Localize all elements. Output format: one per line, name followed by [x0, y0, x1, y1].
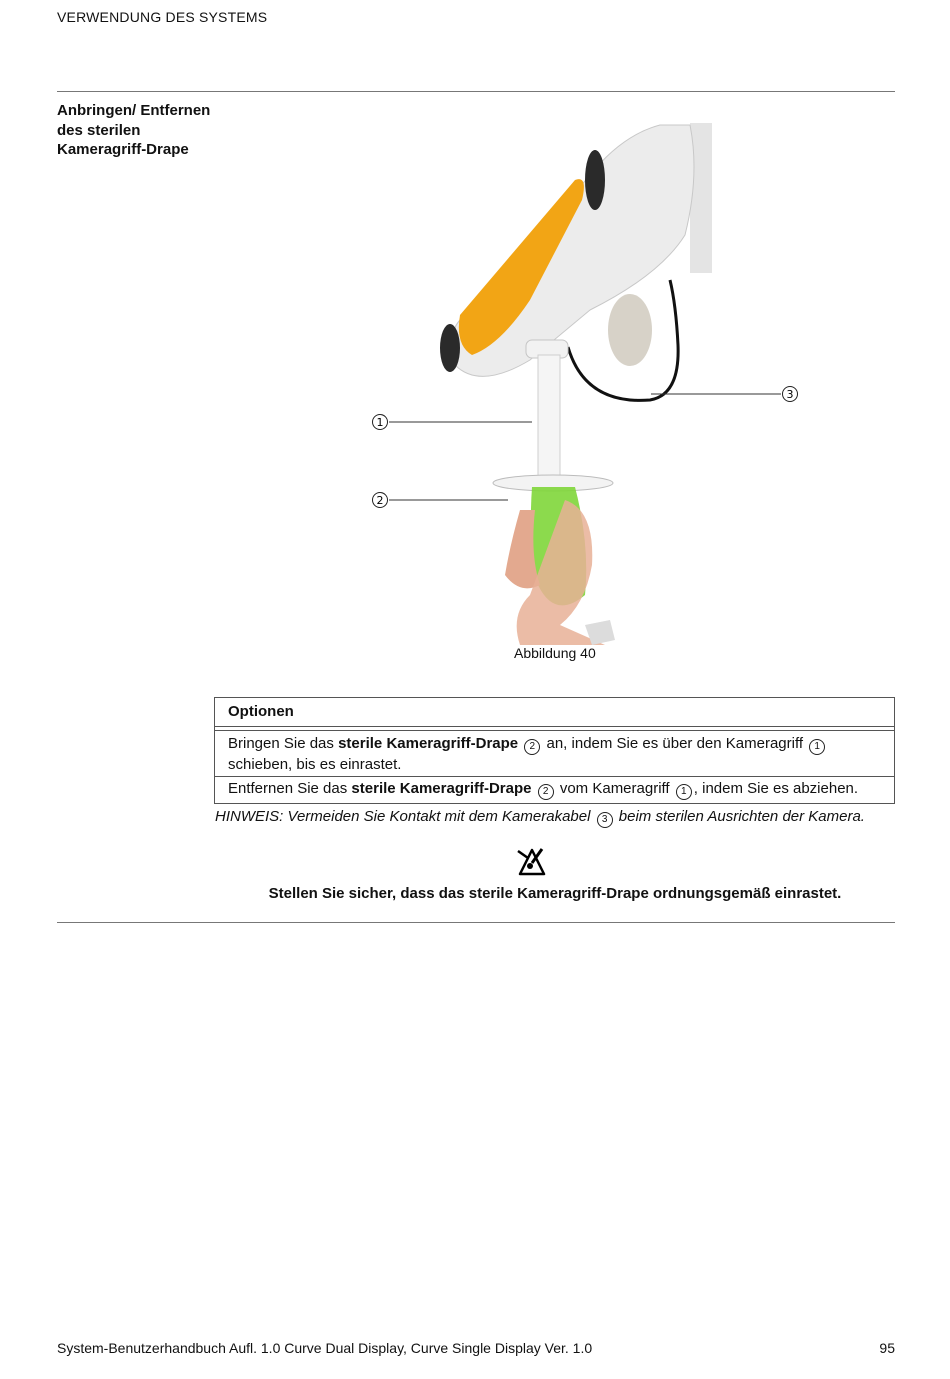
note-text-after: beim sterilen Ausrichten der Kamera.: [614, 808, 865, 825]
note-text: [215, 808, 865, 828]
option-row-attach: [215, 730, 894, 776]
callout-label-1: 1: [376, 416, 384, 429]
footer-manual-title: System-Benutzerhandbuch Aufl. 1.0 Curve Dual Display, Curve Single Display Ver. 1.0: [57, 1340, 593, 1356]
note-text-before: HINWEIS: Vermeiden Sie Kontakt mit dem Kamerakabel: [215, 808, 595, 825]
camera-lens-right: [585, 150, 605, 210]
camera-drape-illustration: [360, 115, 830, 645]
row1-bold-term: sterile Kameragriff-Drape: [338, 735, 519, 752]
row2-callout-a: 2: [538, 784, 554, 800]
sterile-caution-icon: [516, 846, 548, 878]
options-table: [214, 697, 895, 804]
running-header: VERWENDUNG DES SYSTEMS: [57, 9, 268, 25]
row1-callout-a: 2: [524, 739, 540, 755]
camera-mount-disc: [608, 294, 652, 366]
row2-text-before: Entfernen Sie das: [228, 780, 352, 797]
section-heading: Anbringen/ Entfernen des sterilen Kameragriff-Drape: [57, 102, 211, 158]
row1-text-middle: an, indem Sie es über den Kameragriff: [542, 735, 808, 752]
row2-bold-term: sterile Kameragriff-Drape: [351, 780, 532, 797]
row2-text-after: , indem Sie es abziehen.: [693, 780, 859, 797]
row2-callout-b: 1: [676, 784, 692, 800]
camera-handle-figure: [360, 115, 830, 645]
warning-text: Stellen Sie sicher, dass das sterile Kameragriff-Drape ordnungsgemäß einrastet.: [268, 885, 842, 902]
callout-label-3: 3: [786, 388, 794, 401]
top-divider: [57, 91, 895, 92]
note-callout: 3: [597, 812, 613, 828]
row2-text-middle: vom Kameragriff: [555, 780, 674, 797]
row1-text-after: schieben, bis es einrastet.: [228, 756, 402, 773]
row1-text-before: Bringen Sie das: [228, 735, 339, 752]
row1-callout-b: 1: [809, 739, 825, 755]
page-number: 95: [879, 1340, 895, 1356]
callout-label-2: 2: [376, 494, 384, 507]
option-row-remove: [215, 776, 894, 803]
bottom-divider: [57, 922, 895, 923]
figure-caption: Abbildung 40: [514, 645, 596, 661]
camera-lens-left: [440, 324, 460, 372]
options-header: Optionen: [215, 698, 894, 727]
camera-handle: [538, 355, 560, 485]
